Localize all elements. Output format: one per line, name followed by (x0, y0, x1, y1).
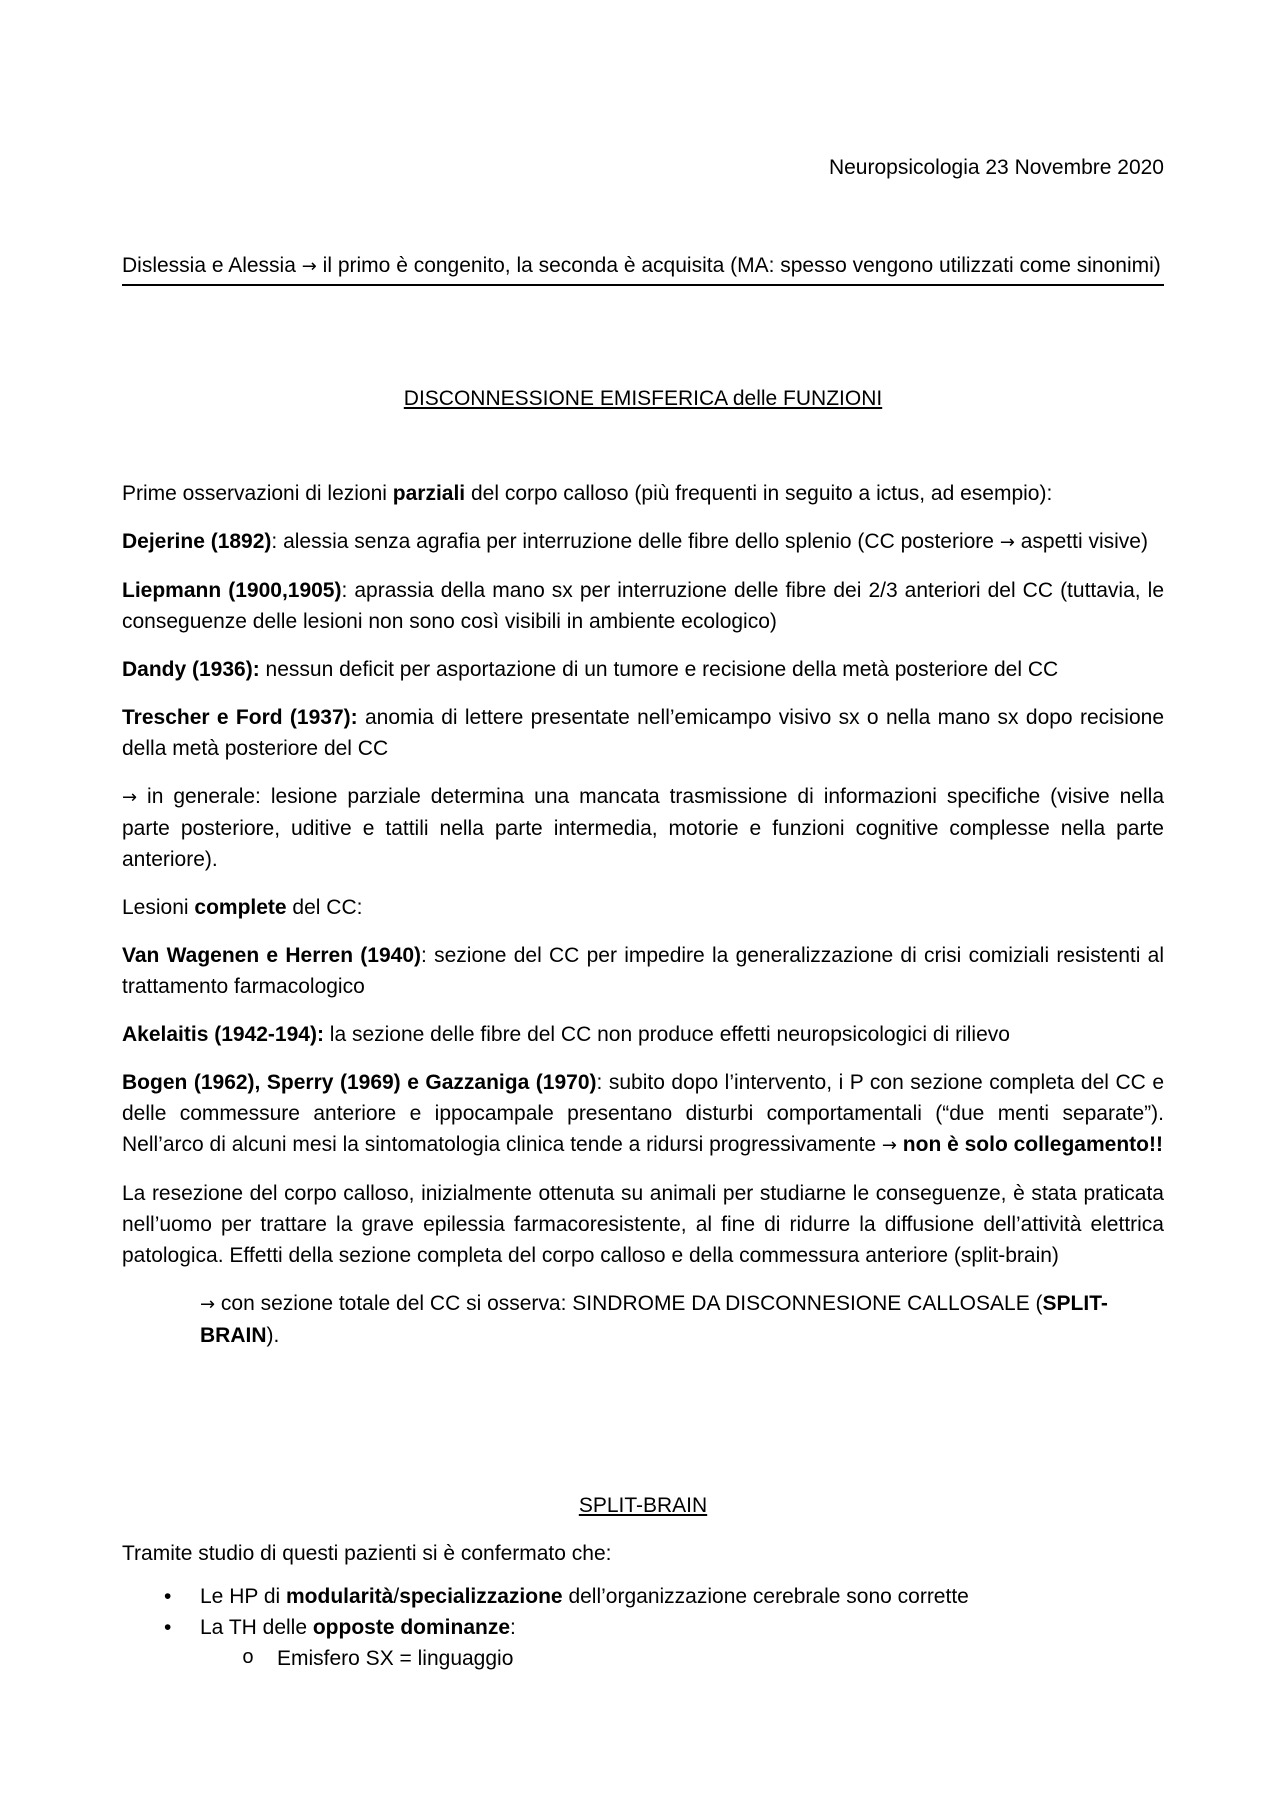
bullet-icon: • (164, 1616, 172, 1639)
text-run: Prime osservazioni di lezioni (122, 482, 393, 505)
text-run: / (393, 1585, 400, 1608)
sub-list-item (122, 1643, 1164, 1674)
bold-term: specializzazione (399, 1585, 563, 1608)
text-run: in generale: lesione parziale determina una mancata trasmissione di informazioni specifiche (visive nella parte posteriore, uditive e tattili nella parte intermedia, motorie e funzioni cognitive complesse nella parte anteriore). (122, 785, 1164, 871)
sub-bullet-icon: o (242, 1647, 255, 1670)
intro-paragraph (122, 250, 1164, 286)
arrow-icon: → (881, 1135, 897, 1156)
bold-author: Bogen (1962), Sperry (1969) e Gazzaniga (1970) (122, 1071, 597, 1094)
text-run: del corpo calloso (più frequenti in seguito a ictus, ad esempio): (465, 482, 1053, 505)
text-run: La TH delle (200, 1616, 313, 1639)
section-body-disconnessione (122, 478, 1164, 1368)
arrow-icon: → (200, 1294, 216, 1315)
paragraph-sindrome (122, 1288, 1164, 1351)
bold-term: parziali (392, 482, 466, 505)
bullet-list (122, 1581, 1164, 1674)
bold-author: Dandy (1936): (122, 658, 260, 681)
paragraph-trescher-ford (122, 702, 1164, 764)
paragraph-liepmann (122, 575, 1164, 637)
text-run: la sezione delle fibre del CC non produce effetti neuropsicologici di rilievo (323, 1023, 1010, 1046)
paragraph-bogen-sperry-gazzaniga (122, 1067, 1164, 1161)
text-run: Lesioni (122, 896, 195, 919)
text-run: Le HP di (200, 1585, 286, 1608)
intro-text-b: il primo è congenito, la seconda è acquisita (MA: spesso vengono utilizzati come sinonimi) (316, 254, 1161, 277)
text-run: dell’organizzazione cerebrale sono corrette (562, 1585, 969, 1608)
list-item (122, 1612, 1164, 1643)
paragraph-dejerine (122, 526, 1164, 558)
text-run: del CC: (286, 896, 363, 919)
document-header-date: Neuropsicologia 23 Novembre 2020 (828, 156, 1164, 179)
section-body-split-brain (122, 1538, 1164, 1674)
bold-term: non è solo collegamento!! (896, 1133, 1163, 1156)
intro-text-a: Dislessia e Alessia (122, 254, 302, 277)
arrow-icon: → (999, 532, 1015, 553)
bold-author: Dejerine (1892) (122, 530, 272, 553)
bold-author: Liepmann (1900,1905) (122, 579, 342, 602)
text-run: Emisfero SX = linguaggio (277, 1647, 514, 1670)
text-run: : subito dopo l’intervento, i P con sezione completa del CC e delle commessure anteriore e ippocampale presentano disturbi comportamentali (“due menti separate”). Nell’arco di alcuni mesi la sintomatologia clinica tende a ridursi progressivamente (122, 1071, 1165, 1156)
bold-term: SPLIT-BRAIN (200, 1292, 1108, 1347)
paragraph-prime-osservazioni (122, 478, 1164, 509)
bold-author: Van Wagenen e Herren (1940) (122, 944, 422, 967)
text-run: ). (266, 1324, 280, 1347)
bold-term: complete (194, 896, 287, 919)
bold-author: Trescher e Ford (1937): (122, 706, 358, 729)
paragraph-van-wagenen (122, 940, 1164, 1002)
bold-term: modularità (286, 1585, 394, 1608)
paragraph-resezione: La resezione del corpo calloso, inizialmente ottenuta su animali per studiarne le conseguenze, è stata praticata nell’uomo per trattare la grave epilessia farmacoresistente, al fine di ridurre la diffusione dell’attività elettrica patologica. Effetti della sezione completa del corpo calloso e della commessura anteriore (split-brain) (122, 1182, 1164, 1267)
arrow-icon: → (122, 787, 138, 808)
bold-author: Akelaitis (1942-194): (122, 1023, 324, 1046)
text-run: nessun deficit per asportazione di un tumore e recisione della metà posteriore del CC (259, 658, 1059, 681)
text-run: : (510, 1616, 516, 1639)
bullet-icon: • (164, 1585, 172, 1608)
text-run: : alessia senza agrafia per interruzione delle fibre dello splenio (CC posteriore (271, 530, 1000, 553)
list-item (122, 1581, 1164, 1612)
paragraph-dandy (122, 654, 1164, 685)
section-title-split-brain: SPLIT-BRAIN (578, 1494, 708, 1517)
paragraph-akelaitis (122, 1019, 1164, 1050)
text-run: : aprassia della mano sx per interruzione delle fibre dei 2/3 anteriori del CC (tuttavia, le conseguenze delle lesioni non sono così visibili in ambiente ecologico) (122, 579, 1164, 633)
paragraph-in-generale (122, 781, 1164, 875)
bold-term: opposte dominanze (312, 1616, 511, 1639)
text-run: aspetti visive) (1014, 530, 1148, 553)
arrow-icon: → (301, 256, 317, 277)
text-run: : sezione del CC per impedire la generalizzazione di crisi comiziali resistenti al trattamento farmacologico (122, 944, 1164, 998)
section-title-disconnessione: DISCONNESSIONE EMISFERICA delle FUNZIONI (403, 387, 883, 410)
text-run: anomia di lettere presentate nell’emicampo visivo sx o nella mano sx dopo recisione della metà posteriore del CC (122, 706, 1164, 760)
paragraph-lesioni-complete (122, 892, 1164, 923)
paragraph-tramite-studio: Tramite studio di questi pazienti si è confermato che: (122, 1542, 612, 1565)
text-run: con sezione totale del CC si osserva: SINDROME DA DISCONNESIONE CALLOSALE ( (215, 1292, 1043, 1315)
